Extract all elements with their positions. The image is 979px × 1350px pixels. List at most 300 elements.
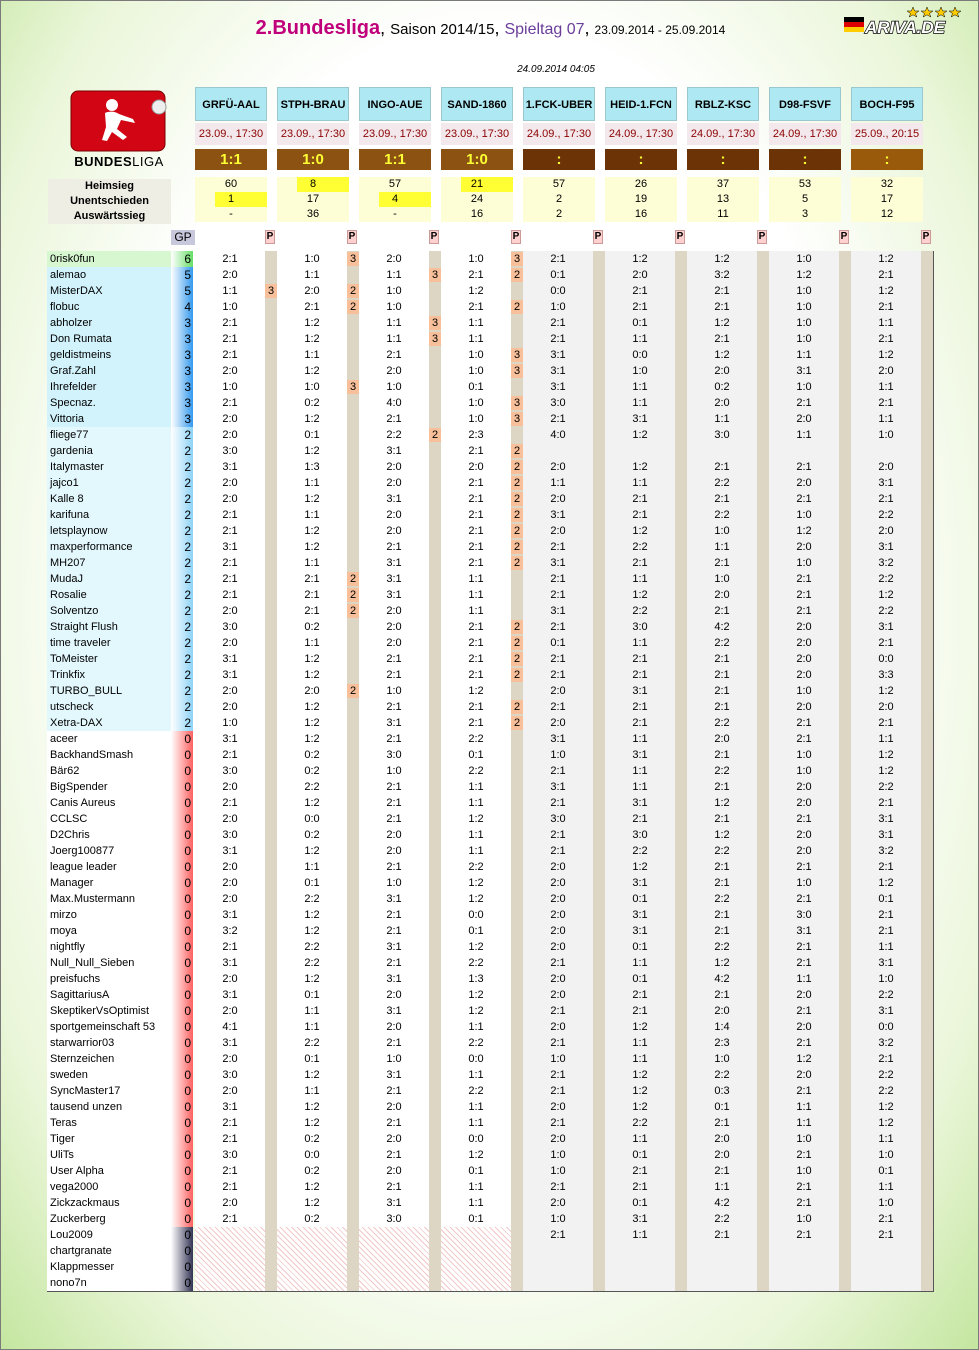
tip-cell: 2:2 (632, 845, 648, 857)
tip-cell: 2:1 (714, 557, 730, 569)
tip-cell: 2:1 (222, 317, 238, 329)
tip-cell: 2:0 (222, 365, 238, 377)
tip-cell: 1:1 (468, 781, 484, 793)
tip-cell: 3:1 (386, 1005, 402, 1017)
player-gp: 5 (171, 283, 193, 299)
tip-cell: 2:0 (796, 621, 812, 633)
tips-grid (769, 251, 851, 1291)
player-name[interactable]: Ihrefelder (47, 379, 171, 395)
tip-cell: 2:1 (222, 557, 238, 569)
player-gp: 0 (171, 1275, 193, 1291)
tip-cell: 2:0 (796, 477, 812, 489)
tendency-stats (769, 177, 841, 222)
player-gp: 2 (171, 555, 193, 571)
tip-cell: 2:1 (386, 909, 402, 921)
tip-cell: 3:1 (878, 541, 894, 553)
player-gp: 2 (171, 587, 193, 603)
tip-cell: 0:1 (468, 749, 484, 761)
tip-cell: 2:1 (632, 493, 648, 505)
player-name[interactable]: Zickzackmaus (47, 1195, 171, 1211)
tip-cell: 2:2 (468, 861, 484, 873)
stat-away: 2 (555, 208, 563, 220)
points-cell: 2 (347, 684, 359, 698)
tip-cell: 1:0 (386, 877, 402, 889)
tip-cell: 2:1 (714, 301, 730, 313)
tip-cell: 1:1 (632, 1229, 648, 1241)
tip-cell: 2:0 (222, 493, 238, 505)
points-cell: 3 (347, 252, 359, 266)
player-name[interactable]: Don Rumata (47, 331, 171, 347)
player-name[interactable]: Bär62 (47, 763, 171, 779)
match-result: 1:0 (277, 149, 349, 170)
player-name[interactable]: sportgemeinschaft 53 (47, 1019, 171, 1035)
tip-cell: 1:1 (304, 637, 320, 649)
player-gp: 0 (171, 1051, 193, 1067)
player-name[interactable]: Manager (47, 875, 171, 891)
match-header[interactable]: GRFÜ-AAL (195, 87, 267, 121)
tip-cell: 1:2 (714, 829, 730, 841)
tip-cell: 2:1 (222, 1165, 238, 1177)
player-name[interactable]: MH207 (47, 555, 171, 571)
no-tip-hatch (195, 1227, 265, 1291)
tip-cell: 2:1 (632, 813, 648, 825)
tip-cell: 2:1 (468, 621, 484, 633)
stat-home: 8 (309, 178, 317, 190)
tip-cell: 2:1 (468, 541, 484, 553)
tip-cell: 3:0 (550, 813, 566, 825)
tips-grid (195, 251, 277, 1291)
player-name[interactable]: D2Chris (47, 827, 171, 843)
tip-cell: 0:1 (632, 893, 648, 905)
player-name[interactable]: Sternzeichen (47, 1051, 171, 1067)
match-column (851, 87, 933, 1297)
match-result: : (523, 149, 595, 170)
gp-header: GP (171, 230, 195, 245)
tip-cell: 1:2 (304, 797, 320, 809)
tip-cell: 0:1 (468, 381, 484, 393)
player-name[interactable]: BackhandSmash (47, 747, 171, 763)
player-name[interactable]: MisterDAX (47, 283, 171, 299)
player-name[interactable]: league leader (47, 859, 171, 875)
tip-cell: 2:1 (386, 701, 402, 713)
tip-cell: 2:0 (550, 717, 566, 729)
tip-cell: 0:2 (304, 397, 320, 409)
tip-cell: 2:0 (796, 829, 812, 841)
tip-cell: 3:1 (222, 845, 238, 857)
match-header[interactable]: RBLZ-KSC (687, 87, 759, 121)
tip-cell: 1:1 (632, 397, 648, 409)
player-gp: 0 (171, 1163, 193, 1179)
player-gp: 0 (171, 1003, 193, 1019)
tip-cell: 2:1 (714, 285, 730, 297)
tip-cell: 2:2 (632, 541, 648, 553)
tip-cell: 2:2 (468, 1085, 484, 1097)
match-header[interactable]: SAND-1860 (441, 87, 513, 121)
player-name[interactable]: Klappmesser (47, 1259, 171, 1275)
player-name[interactable]: time traveler (47, 635, 171, 651)
player-gp: 0 (171, 859, 193, 875)
tip-cell: 1:0 (222, 381, 238, 393)
player-name[interactable]: Solventzo (47, 603, 171, 619)
points-cell: 3 (511, 412, 523, 426)
points-cell: 3 (511, 252, 523, 266)
tip-cell: 1:2 (468, 893, 484, 905)
tip-cell: 2:0 (468, 461, 484, 473)
tip-cell: 2:1 (632, 301, 648, 313)
tip-cell: 0:1 (714, 1101, 730, 1113)
tip-cell: 1:1 (304, 1005, 320, 1017)
tip-cell: 1:1 (632, 573, 648, 585)
player-name[interactable]: Canis Aureus (47, 795, 171, 811)
tip-cell: 2:1 (386, 413, 402, 425)
tip-cell: 1:2 (468, 285, 484, 297)
tip-cell: 1:2 (304, 493, 320, 505)
tip-cell: 4:0 (550, 429, 566, 441)
stat-draw: 17 (880, 193, 894, 205)
tip-cell: 2:2 (714, 765, 730, 777)
tip-cell: 0:1 (468, 1213, 484, 1225)
player-gp: 0 (171, 875, 193, 891)
player-name[interactable]: TURBO_BULL (47, 683, 171, 699)
stat-away: 16 (470, 208, 484, 220)
tip-cell: 2:1 (386, 669, 402, 681)
points-column-bg (921, 251, 933, 1291)
tip-cell: 1:2 (878, 877, 894, 889)
tip-cell: 2:1 (550, 333, 566, 345)
tip-cell: 3:0 (222, 765, 238, 777)
tip-cell: 2:1 (550, 701, 566, 713)
player-gp: 0 (171, 1083, 193, 1099)
player-name[interactable]: Kalle 8 (47, 491, 171, 507)
tendency-stats (359, 177, 431, 222)
player-gp: 0 (171, 1147, 193, 1163)
tip-cell: 1:1 (796, 973, 812, 985)
tip-cell: 2:0 (796, 669, 812, 681)
tip-cell: 4:2 (714, 1197, 730, 1209)
player-name[interactable]: chartgranate (47, 1243, 171, 1259)
player-name[interactable]: gardenia (47, 443, 171, 459)
player-name[interactable]: starwarrior03 (47, 1035, 171, 1051)
stat-away: - (393, 208, 397, 220)
tip-cell: 2:0 (796, 653, 812, 665)
player-gp: 2 (171, 699, 193, 715)
tip-cell: 3:1 (386, 557, 402, 569)
tip-cell: 2:0 (386, 605, 402, 617)
tip-cell: 1:1 (386, 333, 402, 345)
tip-cell: 0:1 (632, 941, 648, 953)
player-name[interactable]: UliTs (47, 1147, 171, 1163)
tip-cell: 2:1 (878, 717, 894, 729)
tip-cell: 1:1 (386, 317, 402, 329)
player-gp: 0 (171, 1035, 193, 1051)
tip-cell: 1:0 (386, 381, 402, 393)
tip-cell: 2:1 (878, 1053, 894, 1065)
player-name[interactable]: ToMeister (47, 651, 171, 667)
tip-cell: 1:1 (632, 637, 648, 649)
player-name[interactable]: Tiger (47, 1131, 171, 1147)
tip-cell: 2:1 (386, 733, 402, 745)
tip-cell: 2:0 (222, 893, 238, 905)
tip-cell: 2:1 (878, 493, 894, 505)
tip-cell: 3:0 (550, 397, 566, 409)
tip-cell: 2:0 (550, 861, 566, 873)
player-name[interactable]: Xetra-DAX (47, 715, 171, 731)
tip-cell: 0:1 (632, 1149, 648, 1161)
ariva-logo-text: ARIVA.DE (865, 18, 945, 36)
player-gp: 2 (171, 683, 193, 699)
player-name[interactable]: jajco1 (47, 475, 171, 491)
match-header[interactable]: HEID-1.FCN (605, 87, 677, 121)
points-header: P (266, 231, 274, 242)
tip-cell: 1:2 (796, 269, 812, 281)
player-gp: 3 (171, 315, 193, 331)
tip-cell: 1:1 (632, 1037, 648, 1049)
player-name[interactable]: Null_Null_Sieben (47, 955, 171, 971)
tip-cell: 2:2 (878, 573, 894, 585)
tip-cell: 0:1 (550, 637, 566, 649)
tip-cell: 2:0 (714, 1133, 730, 1145)
tip-cell: 2:1 (386, 1181, 402, 1193)
tip-cell: 0:1 (878, 893, 894, 905)
tip-cell: 1:1 (222, 285, 238, 297)
player-gp: 2 (171, 571, 193, 587)
tip-cell: 1:0 (386, 1053, 402, 1065)
player-name[interactable]: moya (47, 923, 171, 939)
tip-cell: 3:1 (632, 797, 648, 809)
tip-cell: 1:1 (714, 541, 730, 553)
player-gp: 0 (171, 907, 193, 923)
player-gp: 0 (171, 827, 193, 843)
tip-cell: 0:0 (468, 909, 484, 921)
tip-cell: 0:1 (550, 269, 566, 281)
match-header[interactable]: STPH-BRAU (277, 87, 349, 121)
player-name[interactable]: Graf.Zahl (47, 363, 171, 379)
tip-cell: 2:1 (468, 493, 484, 505)
tip-cell: 2:1 (550, 765, 566, 777)
tip-cell: 2:0 (550, 525, 566, 537)
season-label: Saison 2014/15 (390, 21, 495, 38)
player-gp: 0 (171, 1195, 193, 1211)
tip-cell: 1:1 (632, 1053, 648, 1065)
player-name[interactable]: abholzer (47, 315, 171, 331)
tip-cell: 2:0 (222, 861, 238, 873)
tip-cell: 1:0 (468, 413, 484, 425)
tip-cell: 3:0 (796, 909, 812, 921)
tip-cell: 2:2 (304, 781, 320, 793)
tip-cell: 2:0 (386, 509, 402, 521)
tip-cell: 1:2 (632, 1021, 648, 1033)
tip-cell: 2:0 (550, 973, 566, 985)
tip-cell: 2:2 (878, 989, 894, 1001)
match-column (605, 87, 687, 1297)
table-border-bottom (47, 1291, 934, 1292)
tip-cell: 2:1 (632, 557, 648, 569)
tip-cell: 2:0 (386, 621, 402, 633)
tip-cell: 1:3 (468, 973, 484, 985)
points-cell: 2 (511, 508, 523, 522)
player-name[interactable]: tausend unzen (47, 1099, 171, 1115)
match-date: 24.09., 17:30 (523, 123, 595, 145)
player-name[interactable]: Specnaz. (47, 395, 171, 411)
player-name[interactable]: sweden (47, 1067, 171, 1083)
player-name[interactable]: Trinkfix (47, 667, 171, 683)
points-cell: 2 (511, 268, 523, 282)
match-header[interactable]: INGO-AUE (359, 87, 431, 121)
tip-cell: 2:1 (550, 653, 566, 665)
tip-cell: 2:0 (550, 493, 566, 505)
tip-cell: 1:0 (796, 877, 812, 889)
tip-cell: 1:0 (222, 301, 238, 313)
tip-cell: 2:2 (468, 1037, 484, 1049)
tip-cell: 3:1 (550, 733, 566, 745)
match-header[interactable]: 1.FCK-UBER (523, 87, 595, 121)
tip-cell: 3:1 (386, 589, 402, 601)
tip-cell: 2:1 (386, 813, 402, 825)
player-name[interactable]: 0risk0fun (47, 251, 171, 267)
tip-cell: 2:1 (714, 1117, 730, 1129)
tip-cell: 2:1 (796, 1197, 812, 1209)
player-name[interactable]: CCLSC (47, 811, 171, 827)
player-gp: 0 (171, 1019, 193, 1035)
tip-cell: 2:1 (550, 845, 566, 857)
tip-cell: 1:2 (304, 653, 320, 665)
tip-cell: 1:1 (796, 349, 812, 361)
player-name[interactable]: SagittariusA (47, 987, 171, 1003)
points-cell: 3 (347, 380, 359, 394)
player-name[interactable]: utscheck (47, 699, 171, 715)
player-name[interactable]: Joerg100877 (47, 843, 171, 859)
player-name[interactable]: preisfuchs (47, 971, 171, 987)
tip-cell: 2:2 (714, 1213, 730, 1225)
tip-cell: 1:0 (304, 381, 320, 393)
points-cell: 2 (511, 540, 523, 554)
match-header[interactable]: BOCH-F95 (851, 87, 923, 121)
tip-cell: 1:2 (878, 1101, 894, 1113)
player-gp: 3 (171, 411, 193, 427)
tip-cell: 0:0 (632, 349, 648, 361)
tip-cell: 2:2 (468, 957, 484, 969)
tip-cell: 0:2 (304, 1165, 320, 1177)
player-name[interactable]: karifuna (47, 507, 171, 523)
tips-grid (523, 251, 605, 1291)
tip-cell: 2:0 (878, 525, 894, 537)
player-name[interactable]: User Alpha (47, 1163, 171, 1179)
tip-cell: 1:2 (304, 701, 320, 713)
player-name[interactable]: nightfly (47, 939, 171, 955)
player-name[interactable]: Rosalie (47, 587, 171, 603)
player-name[interactable]: Straight Flush (47, 619, 171, 635)
tip-cell: 2:1 (222, 749, 238, 761)
tip-cell: 2:0 (222, 429, 238, 441)
tip-cell: 2:1 (550, 1085, 566, 1097)
player-name[interactable]: vega2000 (47, 1179, 171, 1195)
tip-cell: 0:0 (878, 653, 894, 665)
player-name[interactable]: SkeptikerVsOptimist (47, 1003, 171, 1019)
tip-cell: 2:1 (796, 717, 812, 729)
tip-cell: 1:0 (714, 1053, 730, 1065)
tip-cell: 2:1 (222, 349, 238, 361)
player-name[interactable]: letsplaynow (47, 523, 171, 539)
tip-cell: 3:0 (386, 749, 402, 761)
tip-cell: 1:2 (796, 1053, 812, 1065)
player-name[interactable]: SyncMaster17 (47, 1083, 171, 1099)
player-name[interactable]: alemao (47, 267, 171, 283)
tip-cell: 1:2 (304, 333, 320, 345)
player-name[interactable]: BigSpender (47, 779, 171, 795)
player-name[interactable]: Max.Mustermann (47, 891, 171, 907)
tip-cell: 2:1 (632, 717, 648, 729)
tip-cell: 2:0 (550, 1101, 566, 1113)
tip-cell: 0:2 (304, 621, 320, 633)
player-gp: 0 (171, 763, 193, 779)
player-gp: 3 (171, 363, 193, 379)
home-win-label: Heimsieg (48, 179, 171, 194)
tip-cell: 1:0 (796, 1133, 812, 1145)
tip-cell: 2:1 (796, 461, 812, 473)
player-name[interactable]: flobuc (47, 299, 171, 315)
match-result: : (851, 149, 923, 170)
tip-cell: 2:1 (222, 333, 238, 345)
player-name[interactable]: mirzo (47, 907, 171, 923)
player-gp: 0 (171, 795, 193, 811)
player-name[interactable]: aceer (47, 731, 171, 747)
player-gp: 0 (171, 891, 193, 907)
tip-cell: 2:0 (304, 285, 320, 297)
player-name[interactable]: Vittoria (47, 411, 171, 427)
player-name[interactable]: nono7n (47, 1275, 171, 1291)
tips-grid (605, 251, 687, 1291)
tip-cell: 2:2 (714, 941, 730, 953)
tip-cell: 2:1 (714, 1229, 730, 1241)
player-name[interactable]: MudaJ (47, 571, 171, 587)
player-name[interactable]: fliege77 (47, 427, 171, 443)
player-name[interactable]: Zuckerberg (47, 1211, 171, 1227)
tip-cell: 3:1 (550, 365, 566, 377)
tip-cell: 1:2 (304, 1101, 320, 1113)
player-name[interactable]: geldistmeins (47, 347, 171, 363)
tip-cell: 1:1 (468, 333, 484, 345)
points-column-bg (265, 251, 277, 1291)
tip-cell: 1:1 (304, 477, 320, 489)
tip-cell: 3:1 (222, 733, 238, 745)
page-title: 2.Bundesliga, Saison 2014/15, Spieltag 07, 23.09.2014 - 25.09.2014 (255, 17, 726, 39)
away-win-label: Auswärtssieg (48, 209, 171, 224)
tip-cell: 2:1 (550, 1181, 566, 1193)
points-column-bg (347, 251, 359, 1291)
stat-draw: 1 (227, 193, 235, 205)
match-header[interactable]: D98-FSVF (769, 87, 841, 121)
match-result: 1:1 (195, 149, 267, 170)
tip-cell: 1:2 (632, 1101, 648, 1113)
player-name[interactable]: Italymaster (47, 459, 171, 475)
tip-cell: 1:1 (386, 269, 402, 281)
tip-cell: 1:0 (878, 973, 894, 985)
tip-cell: 2:2 (878, 509, 894, 521)
tip-cell: 1:0 (878, 1149, 894, 1161)
tip-cell: 2:1 (796, 1037, 812, 1049)
tip-cell: 1:2 (632, 1085, 648, 1097)
tip-cell: 1:2 (714, 317, 730, 329)
match-column (277, 87, 359, 1297)
player-name[interactable]: Teras (47, 1115, 171, 1131)
tip-cell: 2:2 (714, 509, 730, 521)
player-name[interactable]: Lou2009 (47, 1227, 171, 1243)
tip-cell: 1:1 (468, 317, 484, 329)
player-gp: 0 (171, 1227, 193, 1243)
tip-cell: 2:1 (632, 1005, 648, 1017)
points-header: P (758, 231, 766, 242)
player-name[interactable]: maxperformance (47, 539, 171, 555)
